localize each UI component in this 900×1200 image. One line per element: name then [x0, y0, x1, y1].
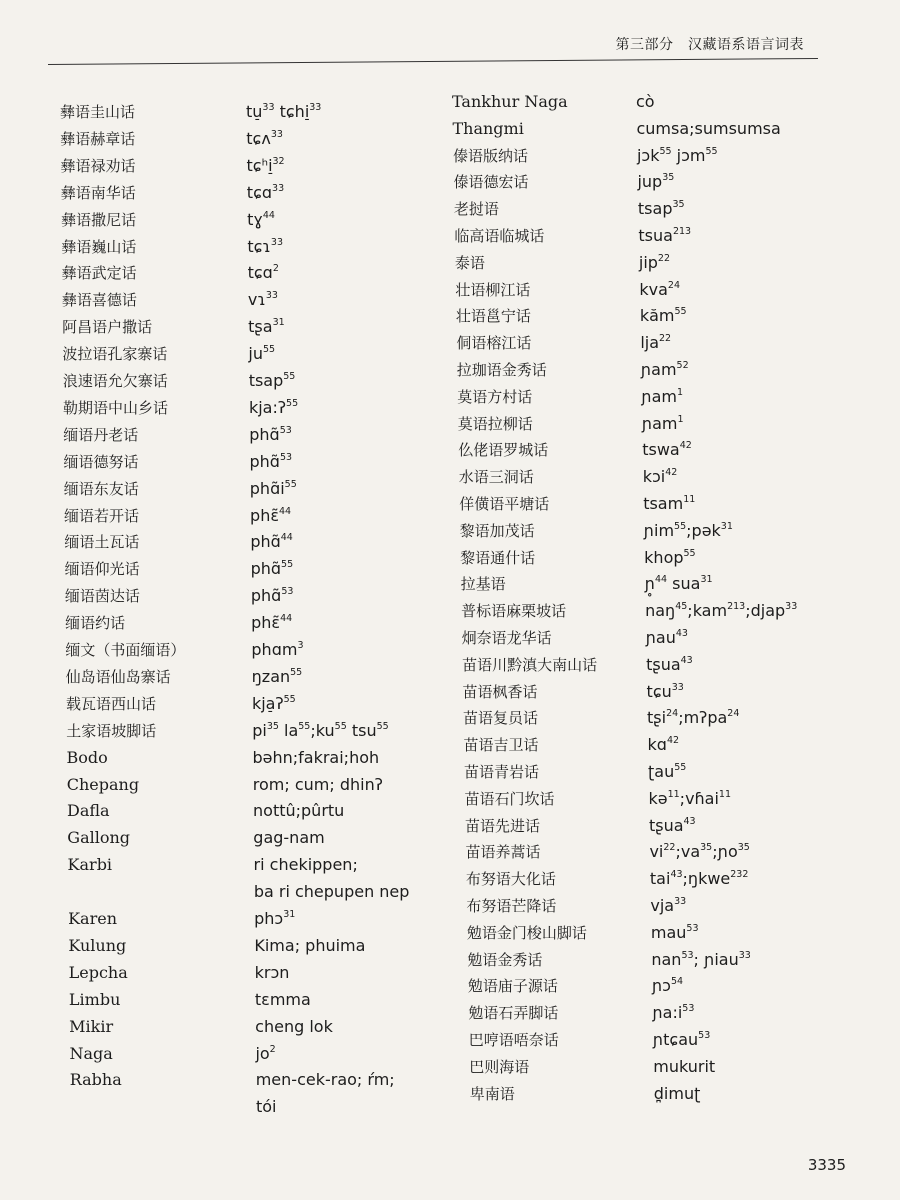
entry-language: 拉珈语金秀话 [456, 361, 547, 379]
entry-form: vɿ$^{33}$ [247, 290, 278, 310]
entry-form: $phɑ̃i^{55}$ [249, 478, 297, 498]
entry-form: phɑm$^3$ [251, 640, 304, 659]
entry-form: mau$^{53}$ [650, 922, 699, 942]
entry-language: 波拉语孔家寨话 [62, 345, 168, 364]
entry-language: Chepang [66, 774, 140, 794]
entry-language: 苗语青岩话 [464, 763, 540, 781]
entry-form: jup$^{35}$ [637, 172, 675, 192]
entry-form: kja:ʔ$^{55}$ [248, 397, 299, 417]
entry-language: 普标语麻栗坡话 [461, 602, 567, 621]
entry-language: 傣语版纳话 [452, 146, 528, 165]
entry-form: bəhn;fakrai;hoh [252, 747, 380, 767]
entry-language: 缅语东友话 [63, 479, 139, 498]
entry-form: $jo^2$ [255, 1043, 276, 1063]
entry-form: tʂua$^{43}$ [648, 815, 696, 835]
entry-form: phɑ̃$^{55}$ [250, 559, 294, 579]
entry-form: kja̠ʔ$^{55}$ [251, 693, 296, 713]
entry-language: 彝语武定话 [61, 264, 137, 283]
entry-form: tsap$^{35}$ [637, 199, 685, 219]
entry-form: ri chekippen; [253, 855, 358, 875]
entry-form: ɲau$^{43}$ [645, 628, 688, 647]
entry-language: 佯僙语平塘话 [459, 495, 550, 513]
entry-form: tɕɑ$^2$ [247, 263, 279, 283]
entry-form: tɕɑ$^{33}$ [246, 182, 285, 202]
entry-language: 载瓦语西山话 [65, 694, 156, 713]
entry-form: phɑ̃$^{53}$ [249, 451, 293, 471]
entry-language: 莫语拉柳话 [457, 414, 533, 433]
entry-language: 苗语吉卫话 [463, 736, 539, 755]
entry-language: Mikir [69, 1016, 114, 1036]
entry-language: 老挝语 [453, 200, 499, 219]
entry-form: krɔn [254, 962, 290, 982]
entry-form: khop$^{55}$ [644, 547, 696, 567]
entry-form: ba ri chepupen nep [253, 882, 410, 902]
entry-form: kɑ$^{42}$ [647, 735, 680, 755]
entry-language: 缅语约话 [65, 614, 126, 633]
entry-language: Karbi [67, 855, 113, 875]
entry-form: phɛ̃$^{44}$ [251, 613, 293, 633]
entry-form: vja$^{33}$ [650, 896, 687, 915]
entry-form: tai$^{43}$;ŋkwe$^{232}$ [649, 869, 749, 889]
entry-form: tswa$^{42}$ [642, 440, 692, 460]
entry-language: 巴则海语 [469, 1057, 530, 1076]
entry-form: nan$^{53}$; ɲiau$^{33}$ [651, 949, 751, 969]
entry-language: 阿昌语户撒话 [62, 318, 153, 337]
entry-form: kva$^{24}$ [639, 279, 680, 299]
entry-language: 缅语仰光话 [64, 560, 140, 579]
entry-language: 苗语川黔滇大南山话 [462, 655, 598, 674]
running-header: 第三部分 汉藏语系语言词表 [615, 37, 804, 53]
entry-language: 壮语柳江话 [455, 280, 531, 299]
entry-language: Bodo [66, 747, 108, 767]
entry-language: 仙岛语仙岛寨话 [65, 667, 171, 686]
entry-form: tɛmma [254, 989, 311, 1009]
entry-language: 黎语通什话 [460, 548, 536, 567]
entry-language: 土家语坡脚话 [66, 721, 157, 740]
entry-language: 黎语加茂话 [459, 521, 535, 540]
entry-language: 炯奈语龙华话 [461, 629, 552, 647]
entry-form: tu̠$^{33}$ tɕhi̠$^{33}$ [246, 102, 322, 121]
entry-language: 勉语石弄脚话 [468, 1004, 559, 1023]
entry-language: 布努语芒降话 [466, 897, 557, 915]
entry-form: ɲ̥$^{44}$ sua$^{31}$ [644, 574, 713, 594]
entry-form: naŋ$^{45}$;kam$^{213}$;djap$^{33}$ [645, 601, 798, 621]
entry-form: mukurit [653, 1056, 716, 1076]
entry-language: 彝语圭山话 [60, 103, 136, 121]
entry-language: 临高语临城话 [454, 227, 545, 245]
entry-form: jɔk$^{55}$ jɔm$^{55}$ [636, 145, 718, 165]
entry-language: 侗语榕江话 [456, 334, 532, 353]
entry-form: nottû;pûrtu [253, 801, 345, 821]
entry-language: Dafla [67, 801, 110, 821]
entry-form: tɕʌ$^{33}$ [246, 128, 283, 148]
entry-language: 浪速语允欠寨话 [62, 372, 168, 390]
entry-language: 卑南语 [469, 1084, 515, 1103]
entry-form: ɲam$^1$ [641, 386, 684, 406]
entry-language: 缅文（书面缅语） [65, 641, 186, 659]
entry-form: jip$^{22}$ [638, 252, 671, 272]
entry-language: 水语三洞话 [458, 468, 534, 487]
entry-language: 苗语石门坎话 [464, 789, 555, 808]
entry-language: 壮语邕宁话 [455, 307, 531, 326]
entry-form: phɑ̃$^{44}$ [250, 532, 293, 552]
entry-form: cò [636, 92, 655, 111]
entry-language: 勒期语中山乡话 [62, 398, 168, 417]
header-rule [48, 58, 818, 65]
entry-form: phɛ̃$^{44}$ [250, 505, 292, 525]
entry-form: men-cek-rao; ŕm; [255, 1070, 395, 1090]
entry-form: phɑ̃$^{53}$ [250, 586, 294, 606]
entry-form: $vi^{22};va^{35};ɲo^{35}$ [649, 842, 750, 862]
entry-language: 彝语禄劝话 [60, 156, 136, 175]
entry-form: ɲim$^{55}$;pək$^{31}$ [643, 520, 733, 540]
entry-form: rom; cum; dhinʔ [252, 774, 383, 794]
entry-language: Thangmi [452, 118, 524, 138]
entry-form: tɣ$^{44}$ [247, 209, 275, 229]
entry-form: ɲam$^1$ [641, 413, 684, 433]
entry-form: ŋzan$^{55}$ [251, 666, 303, 686]
entry-form: ɲtɕau$^{53}$ [652, 1030, 711, 1049]
entry-language: 苗语先进话 [464, 816, 540, 835]
entry-language: Lepcha [68, 962, 128, 982]
entry-form: tʂua$^{43}$ [646, 654, 693, 674]
page-number: 3335 [807, 1156, 846, 1174]
entry-language: 泰语 [454, 253, 485, 272]
entry-form: tsap$^{55}$ [248, 371, 296, 390]
entry-form: d̪imuʈ [653, 1083, 701, 1103]
entry-form: phɔ$^{31}$ [254, 909, 296, 928]
entry-language: 彝语赫章话 [60, 129, 136, 148]
entry-form: kɔi$^{42}$ [642, 467, 678, 487]
entry-form: Kima; phuima [254, 935, 366, 955]
entry-form: $ju^{55}$ [248, 344, 276, 364]
entry-form: $pi^{35}$ $la^{55};ku^{55}$ tsu$^{55}$ [252, 720, 389, 740]
entry-language: 彝语撒尼话 [61, 210, 137, 229]
entry-language: 布努语大化话 [465, 870, 556, 889]
entry-form: tói [255, 1097, 277, 1117]
entry-form: cumsa;sumsumsa [636, 118, 781, 138]
entry-form: cheng lok [255, 1016, 333, 1036]
entry-language: 彝语喜德话 [61, 291, 137, 310]
entry-language: Gallong [67, 828, 131, 848]
entry-form: ʈau$^{55}$ [648, 762, 687, 781]
entry-language: Karen [68, 909, 118, 928]
entry-language: Limbu [68, 989, 121, 1009]
entry-form: tʂa$^{31}$ [248, 317, 285, 337]
entry-language: Tankhur Naga [452, 92, 568, 111]
entry-form: tɕʰi̠$^{32}$ [246, 155, 285, 175]
entry-language: 莫语方村话 [457, 387, 533, 406]
entry-language: 彝语巍山话 [61, 237, 137, 256]
entry-form: ɲɔ$^{54}$ [651, 976, 684, 996]
entry-form: phɑ̃$^{53}$ [249, 424, 292, 444]
entry-form: tɕu$^{33}$ [646, 681, 684, 701]
entry-language: 缅语若开话 [64, 506, 140, 525]
entry-form: kə$^{11}$;vɦai$^{11}$ [648, 788, 732, 808]
entry-language: 勉语金门梭山脚话 [466, 923, 587, 942]
entry-language: 拉基语 [460, 575, 506, 594]
entry-form: tsam$^{11}$ [643, 494, 696, 513]
entry-language: 勉语金秀话 [467, 950, 543, 969]
entry-language: 巴哼语唔奈话 [468, 1031, 559, 1049]
entry-form: tɕɿ$^{33}$ [247, 236, 283, 256]
entry-language: Kulung [68, 935, 127, 955]
entry-language: 缅语丹老话 [63, 425, 139, 444]
entry-form: $ɲa:i^{53}$ [652, 1003, 695, 1023]
entry-form: tʂi$^{24}$;mʔpa$^{24}$ [647, 708, 740, 728]
entry-form: ɲam$^{52}$ [640, 360, 689, 379]
entry-language: 苗语养蒿话 [465, 843, 541, 862]
entry-language: Naga [69, 1043, 113, 1063]
entry-language: 苗语枫香话 [462, 682, 538, 701]
entry-language: 傣语德宏话 [453, 173, 529, 192]
entry-form: tsua$^{213}$ [638, 226, 692, 245]
entry-language: Rabha [69, 1070, 122, 1090]
entry-language: 缅语德努话 [63, 452, 139, 471]
entry-language: 苗语复员话 [463, 709, 539, 728]
entry-form: lja$^{22}$ [640, 333, 672, 353]
entry-language: 勉语庙子源话 [467, 977, 558, 996]
entry-form: gag-nam [253, 828, 325, 848]
entry-language: 缅语土瓦话 [64, 533, 140, 552]
entry-language: 彝语南华话 [60, 183, 136, 202]
entry-language: 仫佬语罗城话 [458, 441, 549, 460]
entry-language: 缅语茵达话 [64, 587, 140, 606]
entry-form: kăm$^{55}$ [639, 306, 687, 326]
